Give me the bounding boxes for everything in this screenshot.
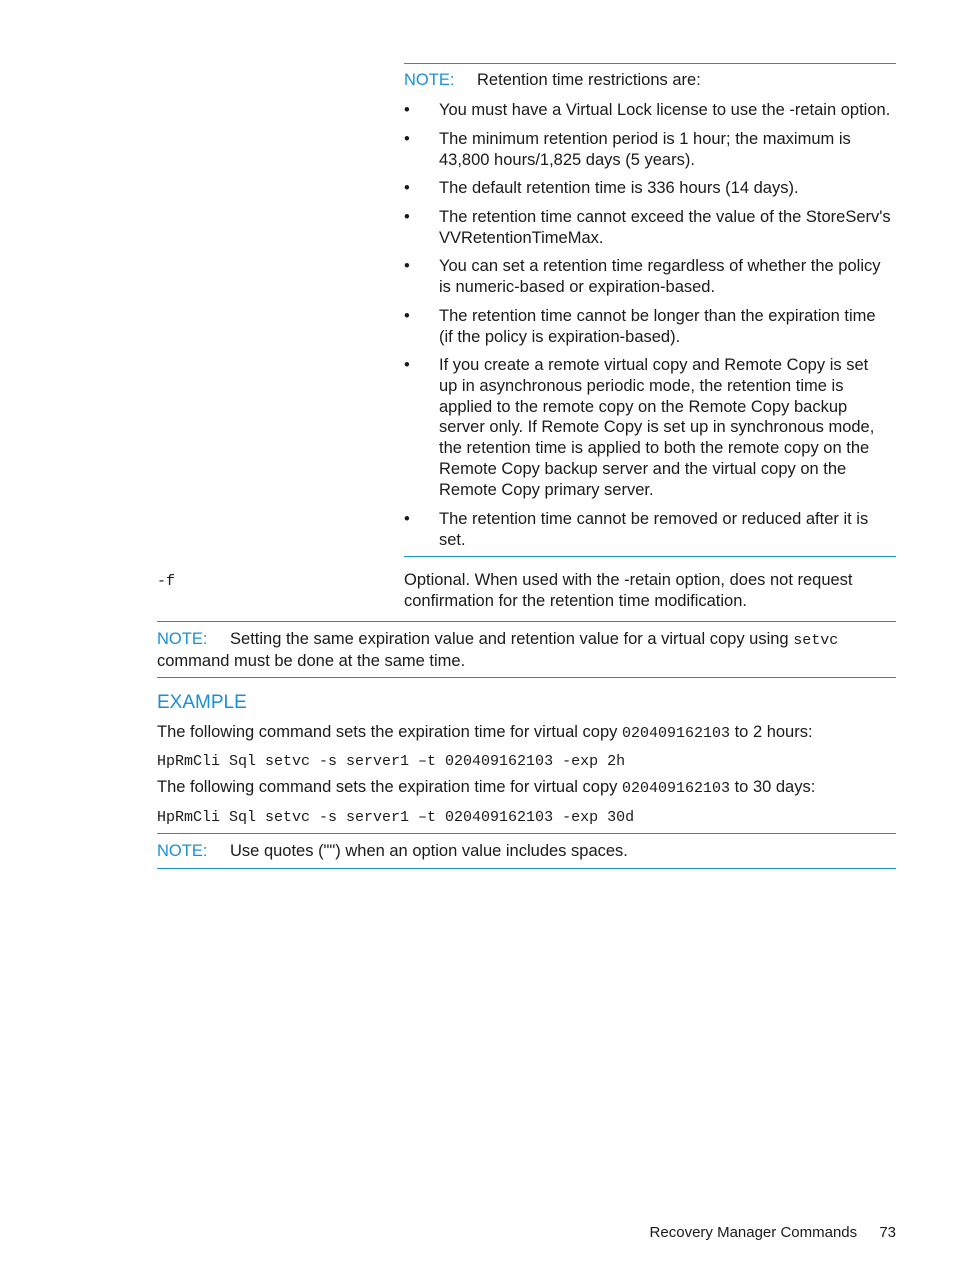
note2-text: Setting the same expiration value and retention value for a virtual copy using — [230, 630, 789, 648]
example2-description: The following command sets the expiration time for virtual copy 020409162103 to 30 days: — [157, 778, 816, 797]
bullet-icon: • — [404, 356, 410, 374]
note2-body — [157, 629, 896, 672]
example1-code: 020409162103 — [621, 725, 730, 742]
example1-command: HpRmCli Sql setvc -s server1 –t 020409162103 -exp 2h — [157, 753, 626, 770]
note2-label: NOTE: — [157, 630, 208, 648]
note3-bottom-rule — [157, 868, 896, 869]
note1-header — [404, 70, 701, 91]
option-f-name: -f — [157, 573, 176, 590]
bullet-icon: • — [404, 257, 410, 275]
note2-code: setvc — [793, 632, 839, 649]
note1-bottom-rule — [404, 556, 896, 557]
page-number: 73 — [879, 1224, 896, 1241]
note2-top-rule — [157, 621, 896, 622]
note1-label: NOTE: — [404, 71, 455, 89]
note1-text: Retention time restrictions are: — [477, 71, 701, 89]
example2-command: HpRmCli Sql setvc -s server1 –t 020409162103 -exp 30d — [157, 809, 635, 826]
bullet-icon: • — [404, 130, 410, 148]
page-footer — [650, 1222, 896, 1243]
note2-bottom-rule — [157, 677, 896, 678]
bullet-icon: • — [404, 510, 410, 528]
note2-text-line2: command must be done at the same time. — [157, 652, 466, 670]
bullet-icon: • — [404, 179, 410, 197]
footer-section: Recovery Manager Commands — [649, 1224, 858, 1241]
example1-description: The following command sets the expiration time for virtual copy 020409162103 to 2 hours: — [157, 723, 813, 742]
note3-top-rule — [157, 833, 896, 834]
bullet-icon: • — [404, 307, 410, 325]
note3-label: NOTE: — [157, 842, 208, 860]
note3-text: Use quotes ("") when an option value includes spaces. — [230, 842, 628, 860]
note1-top-rule — [404, 63, 896, 64]
bullet-icon: • — [404, 101, 410, 119]
note3-body — [157, 841, 628, 862]
example2-code: 020409162103 — [621, 780, 730, 797]
bullet-icon: • — [404, 208, 410, 226]
option-f-description: Optional. When used with the -retain option, does not request confirmation for the retention time modification. — [404, 571, 853, 610]
example-heading: EXAMPLE — [157, 692, 247, 713]
